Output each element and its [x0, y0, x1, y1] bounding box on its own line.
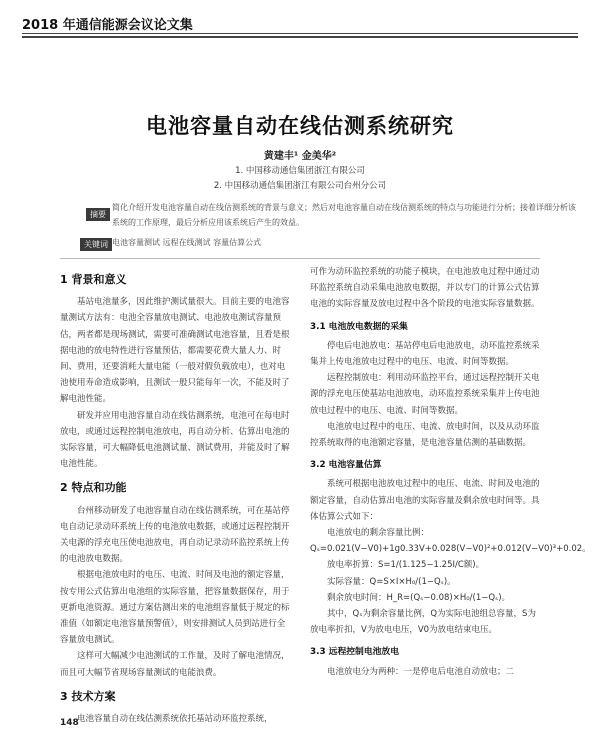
paragraph: 放电率折算：S=1/(1.125−1.25I/C额)。: [327, 560, 485, 571]
section-heading: 1 背景和意义: [60, 273, 127, 286]
paragraph: 可作为动环监控系统的功能子模块，在电池放电过程中通过动环监控系统自动采集电池放电数据，并以专门的计算公式估算电池的实际容量及放电过程中各个阶段的电池实际容量数据。: [310, 267, 540, 310]
paragraph: 电池放电过程中的电压、电流、放电时间，以及从动环监控系统取得的电池额定容量，是电池容量估测的基础数据。: [310, 421, 540, 449]
abstract-label: 摘要: [86, 208, 110, 221]
paper-title: 电池容量自动在线估测系统研究: [146, 114, 454, 138]
paragraph: 电池容量自动在线估测系统依托基站动环监控系统，: [77, 714, 273, 725]
paragraph: 停电后电池放电：基站停电后电池放电，动环监控系统采集并上传电池放电过程中的电压、电流、时间等数据。: [310, 340, 540, 368]
paragraph: 其中，Qₛ为剩余容量比例，Q为实际电池组总容量，S为放电率折扣，V为放电电压，V0为放电结束电压。: [310, 609, 536, 636]
authors: 黄建丰¹ 金美华²: [263, 151, 337, 162]
paragraph: 电池放电分为两种：一是停电后电池自动放电；二: [327, 666, 515, 677]
section-heading: 3 技术方案: [60, 689, 116, 703]
keywords-label: 关键词: [80, 238, 112, 251]
paragraph: 研发并应用电池容量自动在线估测系统，电池可在每电时放电，或通过远程控制电池放电，再自动分析、估算出电池的实际容量，可大幅降低电池测试量、测试费用，并能及时了解电池性能。: [60, 410, 290, 470]
affiliation-1: 1. 中国移动通信集团浙江有限公司: [235, 166, 365, 176]
abstract-text: 简化介绍开发电池容量自动在线估测系统的背景与意义；然后对电池容量自动在线估测系统的特点与功能进行分析；接着详细分析该系统的工作原理，最后分析应用该系统后产生的效益。: [112, 203, 576, 227]
section-heading: 3.1 电池放电数据的采集: [310, 321, 408, 332]
paragraph: 剩余放电时间：H_R=(Qₛ−0.08)×H₀/(1−Qₛ)。: [327, 592, 511, 603]
paragraph: 台州移动研发了电池容量自动在线估测系统，可在基站停电自动记录动环系统上传的电池放电数据，或通过远程控制开关电源的浮充电压使电池放电，再自动记录动环监控系统上传的电池放电数据。: [60, 505, 290, 565]
header-rule: [22, 33, 578, 34]
paragraph: 这样可大幅减少电池测试的工作量，及时了解电池情况，而且可大幅节省现场容量测试的电能浪费。: [60, 651, 290, 678]
running-header: 2018 年通信能源会议论文集: [22, 18, 193, 33]
left-column: [60, 264, 290, 727]
keywords-text: 电池容量测试 远程在线测试 容量估算公式: [112, 238, 262, 247]
paragraph: 基站电池量多，因此维护测试量很大。目前主要的电池容量测试方法有：电池全容量放电测试、电池放电测试容量预估，两者都是现场测试，需要可准确测试电池容量，且看是根据电池的放电特性进行容量预估，都需要花费大量人力、时间、费用，还要消耗大量电能（一般对假负载放电），也对电池使用寿命造成影响，且测试一般只能每年一次，不能及时了解电池性能。: [60, 297, 290, 405]
paragraph: 远程控制放电：利用动环监控平台，通过远程控制开关电源的浮充电压使基站电池放电，动环监控系统采集并上传电池放电过程中的电压、电流、时间等数据。: [310, 373, 540, 416]
section-heading: 3.2 电池容量估算: [310, 460, 382, 471]
paragraph: 根据电池放电时的电压、电流、时间及电池的额定容量，按专用公式估算出电池组的实际容量，把容量数据保存，用于更新电池资源。通过方案估测出来的电池组容量低于规定的标准值（如额定电池容量预警值），则安排测试人员到站进行全容量放电测试。: [60, 570, 290, 646]
paragraph: 电池放电的剩余容量比例：Qₛ=0.021(V−V0)+1g0.33V+0.028(V−V0)²+0.012(V−V0)³+0.02。: [310, 528, 591, 555]
paragraph: 系统可根据电池放电过程中的电压、电流、时间及电池的额定容量，自动估算出电池的实际容量及剩余放电时间等。具体估算公式如下：: [310, 479, 540, 522]
section-heading: 3.3 远程控制电池放电: [310, 647, 400, 658]
affiliation-2: 2. 中国移动通信集团浙江有限公司台州分公司: [213, 181, 387, 191]
right-column: [310, 264, 591, 680]
page-number: 148: [60, 718, 79, 728]
section-heading: 2 特点和功能: [60, 481, 127, 495]
abstract-divider: [60, 258, 540, 259]
header-rule-thick: [22, 36, 578, 38]
paragraph: 实际容量：Q=S×I×H₀/(1−Qₛ)。: [327, 576, 456, 587]
